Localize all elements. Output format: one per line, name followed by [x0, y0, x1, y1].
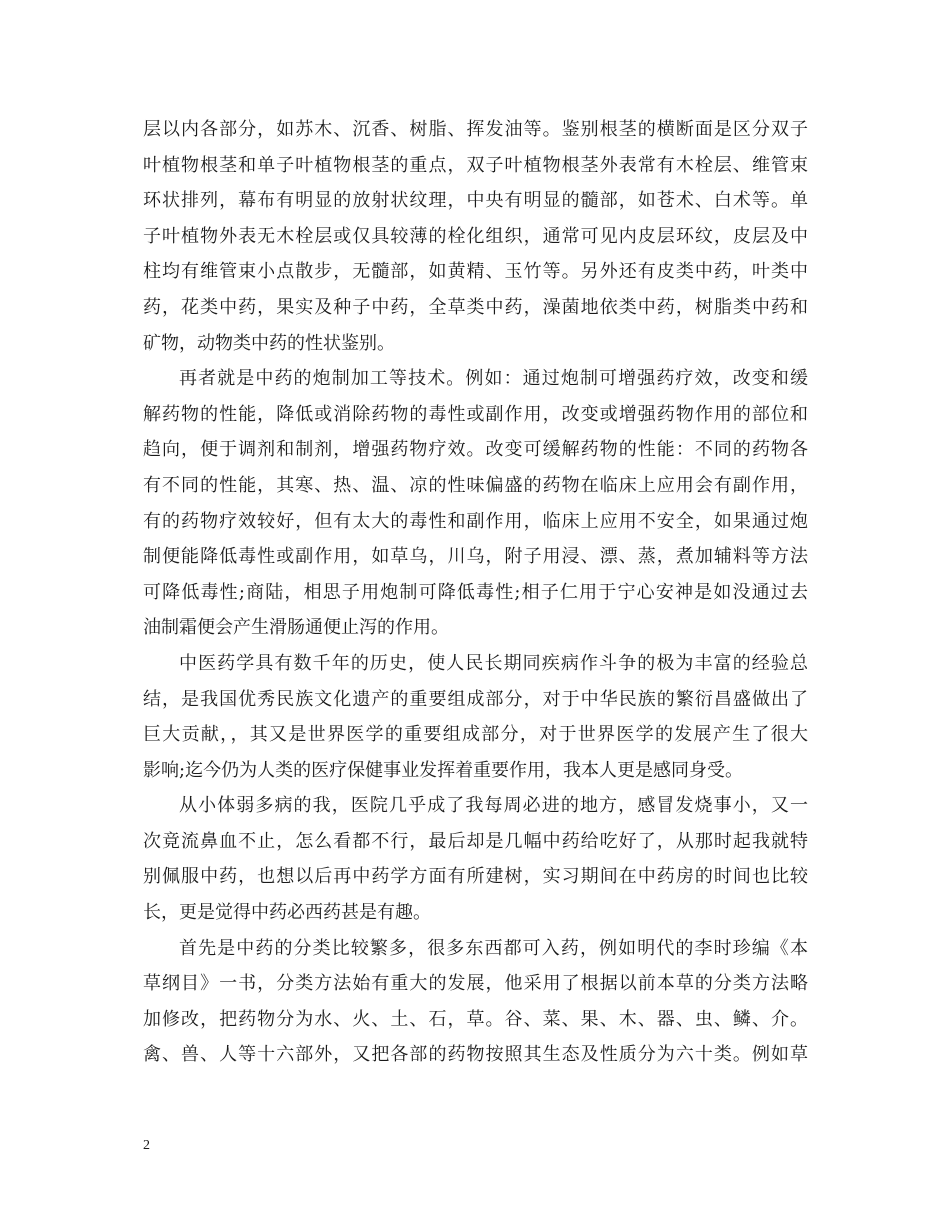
text-line: 环状排列，幕布有明显的放射状纹理，中央有明显的髓部，如苍术、白术等。单 — [143, 190, 808, 212]
text-line: 加修改，把药物分为水、火、土、石，草。谷、菜、果、木、器、虫、鳞、介。 — [143, 1008, 808, 1030]
text-line: 长，更是觉得中药必西药甚是有趣。 — [143, 902, 431, 924]
text-line: 草纲目》一书，分类方法始有重大的发展，他采用了根据以前本草的分类方法略 — [143, 973, 808, 995]
text-line: 次竟流鼻血不止，怎么看都不行，最后却是几幅中药给吃好了，从那时起我就特 — [143, 830, 808, 852]
text-line: 矿物，动物类中药的性状鉴别。 — [143, 332, 395, 354]
text-line: 油制霜便会产生滑肠通便止泻的作用。 — [143, 617, 449, 639]
text-line: 叶植物根茎和单子叶植物根茎的重点，双子叶植物根茎外表常有木栓层、维管束 — [143, 154, 808, 176]
text-line: 药，花类中药，果实及种子中药，全草类中药，澡菌地依类中药，树脂类中药和 — [143, 296, 808, 318]
text-line: 子叶植物外表无木栓层或仅具较薄的栓化组织，通常可见内皮层环纹，皮层及中 — [143, 225, 808, 247]
text-line: 禽、兽、人等十六部外，又把各部的药物按照其生态及性质分为六十类。例如草 — [143, 1044, 808, 1066]
text-line: 柱均有维管束小点散步，无髓部，如黄精、玉竹等。另外还有皮类中药，叶类中 — [143, 261, 808, 283]
text-line: 中医药学具有数千年的历史，使人民长期同疾病作斗争的极为丰富的经验总 — [179, 652, 808, 674]
page-number: 2 — [143, 1138, 150, 1153]
text-line: 影响;迄今仍为人类的医疗保健事业发挥着重要作用，我本人更是感同身受。 — [143, 759, 744, 781]
text-line: 结，是我国优秀民族文化遗产的重要组成部分，对于中华民族的繁衍昌盛做出了 — [143, 688, 808, 710]
text-line: 巨大贡献，，其又是世界医学的重要组成部分，对于世界医学的发展产生了很大 — [143, 724, 808, 746]
text-line: 从小体弱多病的我，医院几乎成了我每周必进的地方，感冒发烧事小，又一 — [179, 795, 808, 817]
text-line: 层以内各部分，如苏木、沉香、树脂、挥发油等。鉴别根茎的横断面是区分双子 — [143, 119, 808, 140]
text-line: 再者就是中药的炮制加工等技术。例如：通过炮制可增强药疗效，改变和缓 — [179, 368, 808, 390]
text-line: 有的药物疗效较好，但有太大的毒性和副作用，临床上应用不安全，如果通过炮 — [143, 510, 808, 532]
text-line: 首先是中药的分类比较繁多，很多东西都可入药，例如明代的李时珍编《本 — [179, 937, 808, 959]
text-line: 可降低毒性;商陆，相思子用炮制可降低毒性;相子仁用于宁心安神是如没通过去 — [143, 581, 808, 603]
text-line: 解药物的性能，降低或消除药物的毒性或副作用，改变或增强药物作用的部位和 — [143, 403, 808, 425]
body-text — [143, 112, 808, 1073]
text-line: 别佩服中药，也想以后再中药学方面有所建树，实习期间在中药房的时间也比较 — [143, 866, 808, 888]
text-line: 有不同的性能，其寒、热、温、凉的性味偏盛的药物在临床上应用会有副作用， — [143, 474, 808, 496]
text-line: 趋向，便于调剂和制剂，增强药物疗效。改变可缓解药物的性能：不同的药物各 — [143, 439, 808, 461]
text-line: 制便能降低毒性或副作用，如草乌，川乌，附子用浸、漂、蒸，煮加辅料等方法 — [143, 546, 808, 568]
